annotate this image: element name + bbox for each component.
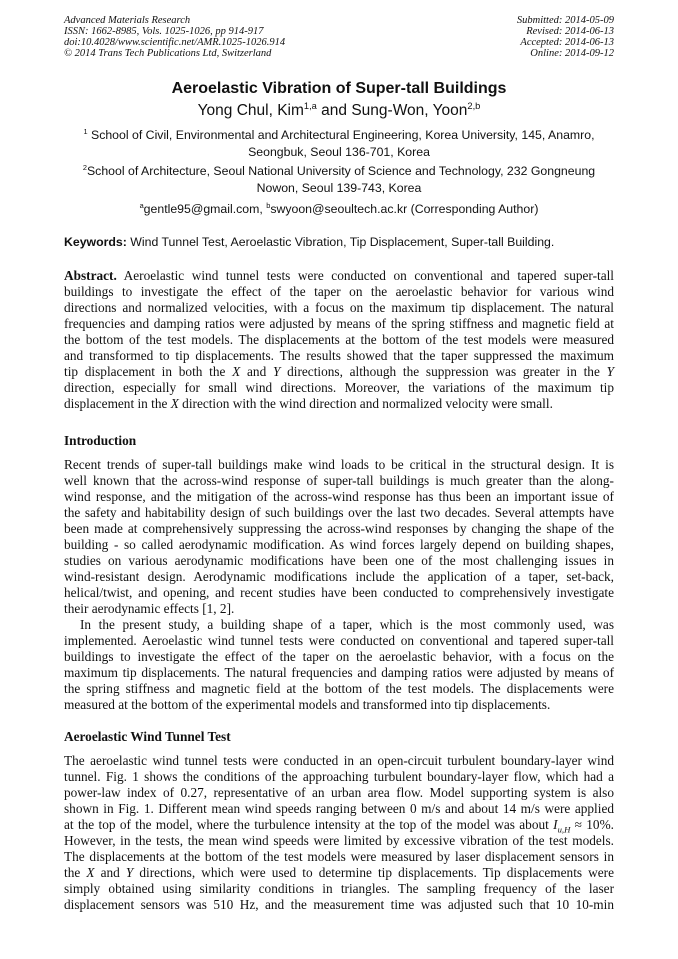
text-segment: measured at the bottom of the experimental models and transformed into tip displacements. bbox=[64, 697, 551, 712]
text-segment: Aeroelastic wind tunnel tests were conducted on conventional and tapered super-tall bbox=[116, 268, 614, 283]
text-segment: Recent trends of super-tall buildings make wind loads to be critical in the structural design. It is bbox=[64, 457, 614, 472]
text-segment: the bbox=[64, 865, 87, 880]
text-segment: However, in the tests, the mean wind speeds were limited by excessive vibration of the test models. bbox=[64, 833, 614, 848]
text-line bbox=[64, 881, 614, 897]
text-line bbox=[64, 473, 614, 489]
affiliation-2 bbox=[0, 163, 678, 197]
text-segment: displacement sensors was 510 Hz, and the measurement time was adjusted such that 10 10-min bbox=[64, 897, 614, 912]
submitted-date: Submitted: 2014-05-09 bbox=[516, 15, 614, 26]
online-date: Online: 2014-09-12 bbox=[530, 48, 614, 59]
text-line bbox=[64, 457, 614, 473]
text-segment: directions and normalized velocities, with a focus on the maximum tip displacement. The natural bbox=[64, 300, 614, 315]
text-segment: and bbox=[240, 364, 273, 379]
text-segment: X bbox=[170, 396, 179, 411]
keywords-text: Wind Tunnel Test, Aeroelastic Vibration, Tip Displacement, Super-tall Building. bbox=[126, 235, 555, 249]
text-segment: been made at comprehensively suppressing the across-wind responses by changing the shape of the bbox=[64, 521, 614, 536]
text-line bbox=[64, 833, 614, 849]
text-segment: Y bbox=[272, 364, 281, 379]
author-1-sup: 1,a bbox=[303, 100, 317, 111]
text-segment: at the top of the model, where the turbulence intensity at the top of the model was about bbox=[64, 817, 554, 832]
text-segment: directions, which were used to determine tip displacements. Tip displacements were bbox=[133, 865, 614, 880]
text-segment: displacement in the bbox=[64, 396, 171, 411]
wind-tunnel-heading: Aeroelastic Wind Tunnel Test bbox=[64, 729, 231, 744]
authors bbox=[0, 102, 678, 120]
text-line bbox=[64, 489, 614, 505]
text-line bbox=[64, 817, 614, 833]
introduction-paragraph-2 bbox=[64, 617, 614, 713]
text-line bbox=[64, 649, 614, 665]
text-line bbox=[64, 785, 614, 801]
text-line bbox=[64, 753, 614, 769]
text-segment: Abstract. bbox=[64, 268, 117, 283]
text-segment: X bbox=[232, 364, 241, 379]
text-line bbox=[64, 284, 614, 300]
text-segment: Y bbox=[606, 364, 614, 379]
text-line bbox=[64, 617, 614, 633]
doi: doi:10.4028/www.scientific.net/AMR.1025-1026.914 bbox=[64, 37, 286, 48]
text-segment: X bbox=[86, 865, 95, 880]
affiliation-1-line2: Seongbuk, Seoul 136-701, Korea bbox=[248, 145, 430, 159]
text-segment: wind-resistant design. Aerodynamic modifications include the application of a taper, set-back, bbox=[64, 569, 614, 584]
text-line bbox=[64, 348, 614, 364]
text-segment: implemented. Aeroelastic wind tunnel tests were conducted on conventional and tapered super-tall bbox=[64, 633, 614, 648]
text-segment: u,H bbox=[557, 824, 571, 835]
text-segment: tunnel. Fig. 1 shows the conditions of the approaching turbulent boundary-layer flow, which had a bbox=[64, 769, 614, 784]
email-1-sup: a bbox=[139, 200, 144, 210]
text-line bbox=[64, 364, 614, 380]
text-segment: building - so called aerodynamic modification. As wind forces largely depend on building shapes, bbox=[64, 537, 614, 552]
issn: ISSN: 1662-8985, Vols. 1025-1026, pp 914-917 bbox=[64, 26, 264, 37]
affiliation-2-line1: School of Architecture, Seoul National University of Science and Technology, 232 Gongneung bbox=[86, 164, 596, 178]
paper-title: Aeroelastic Vibration of Super-tall Buildings bbox=[171, 80, 507, 97]
text-segment: The displacements at the bottom of the test models were measured by laser displacement sensors in bbox=[64, 849, 614, 864]
text-line bbox=[64, 553, 614, 569]
text-segment: well known that the across-wind response of super-tall buildings is much greater than the along- bbox=[64, 473, 614, 488]
text-segment: direction, especially for small wind directions. Moreover, the variations of the maximum tip bbox=[64, 380, 614, 395]
text-line bbox=[64, 601, 614, 617]
author-2-sup: 2,b bbox=[467, 100, 481, 111]
text-segment: helical/twist, and opening, and recent studies have been conducted to comprehensively investigate bbox=[64, 585, 614, 600]
text-segment: In the present study, a building shape of a taper, which is the most commonly used, was bbox=[80, 617, 614, 632]
email-1: gentle95@gmail.com, bbox=[143, 202, 267, 216]
text-line bbox=[64, 300, 614, 316]
text-line bbox=[64, 865, 614, 881]
dates-info bbox=[517, 15, 614, 59]
text-segment: buildings to investigate the effect of the taper on the aeroelastic behavior for various wind bbox=[64, 284, 614, 299]
text-line bbox=[64, 537, 614, 553]
text-segment: studies on various aerodynamic modifications have been one of the most challenging issues in bbox=[64, 553, 614, 568]
text-line bbox=[64, 380, 614, 396]
text-line bbox=[64, 769, 614, 785]
text-segment: maximum tip displacements. The natural frequencies and damping ratios were adjusted by means of bbox=[64, 665, 614, 680]
text-line bbox=[64, 801, 614, 817]
text-segment: Y bbox=[125, 865, 134, 880]
journal-info bbox=[64, 15, 285, 59]
keywords bbox=[64, 235, 554, 249]
text-line bbox=[64, 332, 614, 348]
text-line bbox=[64, 697, 614, 713]
text-segment: shown in Fig. 1. Different mean wind speeds ranging between 0 m/s and about 14 m/s were applied bbox=[64, 801, 614, 816]
text-segment: frequencies and damping ratios were adjusted by means of the spring stiffness and magnetic field at bbox=[64, 316, 614, 331]
text-line bbox=[64, 505, 614, 521]
text-segment: and transformed to tip displacements. The results showed that the taper suppressed the maximum bbox=[64, 348, 614, 363]
text-line bbox=[64, 316, 614, 332]
text-line bbox=[64, 268, 614, 284]
text-segment: buildings to investigate the effect of the taper on the aeroelastic behavior, with a focus on the bbox=[64, 649, 614, 664]
text-segment: ≈ 10%. bbox=[570, 817, 614, 832]
revised-date: Revised: 2014-06-13 bbox=[526, 26, 614, 37]
text-segment: the spring stiffness and magnetic field at the bottom of the test models. The displacements were bbox=[64, 681, 614, 696]
affiliation-1-line1: School of Civil, Environmental and Architectural Engineering, Korea University, 145, Anamro, bbox=[87, 128, 595, 142]
emails bbox=[0, 201, 678, 218]
text-line bbox=[64, 849, 614, 865]
text-segment: I bbox=[553, 817, 558, 832]
text-segment: the safety and habitability design of such buildings over the last two decades. Several attempts have bbox=[64, 505, 614, 520]
text-line bbox=[64, 585, 614, 601]
text-line bbox=[64, 665, 614, 681]
author-2: and Sung-Won, Yoon bbox=[316, 102, 468, 119]
affiliation-2-line2: Nowon, Seoul 139-743, Korea bbox=[256, 181, 422, 195]
text-segment: simply obtained using similarity conditions in triangles. The sampling frequency of the laser bbox=[64, 881, 614, 896]
text-line bbox=[64, 897, 614, 913]
author-1: Yong Chul, Kim bbox=[197, 102, 304, 119]
introduction-paragraph-1 bbox=[64, 457, 614, 617]
email-2: swyoon@seoultech.ac.kr (Corresponding Author) bbox=[270, 202, 539, 216]
text-line bbox=[64, 681, 614, 697]
text-segment: and bbox=[94, 865, 126, 880]
keywords-label: Keywords: bbox=[64, 235, 127, 249]
journal-name: Advanced Materials Research bbox=[64, 15, 191, 26]
text-segment: power-law index of 0.27, representative of an urban area flow. Model supporting system is also bbox=[64, 785, 614, 800]
text-line bbox=[64, 521, 614, 537]
accepted-date: Accepted: 2014-06-13 bbox=[520, 37, 614, 48]
text-segment: wind response, and the mitigation of the across-wind response has thus been an important issue of bbox=[64, 489, 614, 504]
text-segment: the bottom of the test models. The displacements at the bottom of the test models were measured bbox=[64, 332, 614, 347]
abstract bbox=[64, 268, 614, 412]
text-segment: The aeroelastic wind tunnel tests were conducted in an open-circuit turbulent boundary-layer wind bbox=[64, 753, 614, 768]
text-line bbox=[64, 396, 614, 412]
affiliation-1-sup: 1 bbox=[83, 126, 88, 136]
introduction-heading: Introduction bbox=[64, 433, 137, 448]
email-2-sup: b bbox=[266, 200, 271, 210]
text-segment: direction with the wind direction and normalized velocity were small. bbox=[178, 396, 553, 411]
affiliation-2-sup: 2 bbox=[82, 162, 87, 172]
text-segment: directions, although the suppression was greater in the bbox=[280, 364, 607, 379]
wind-tunnel-paragraph-1 bbox=[64, 753, 614, 913]
text-line bbox=[64, 633, 614, 649]
copyright: © 2014 Trans Tech Publications Ltd, Switzerland bbox=[64, 48, 272, 59]
text-line bbox=[64, 569, 614, 585]
text-segment: their aerodynamic effects [1, 2]. bbox=[64, 601, 235, 616]
text-segment: tip displacement in both the bbox=[64, 364, 233, 379]
affiliation-1 bbox=[0, 127, 678, 161]
